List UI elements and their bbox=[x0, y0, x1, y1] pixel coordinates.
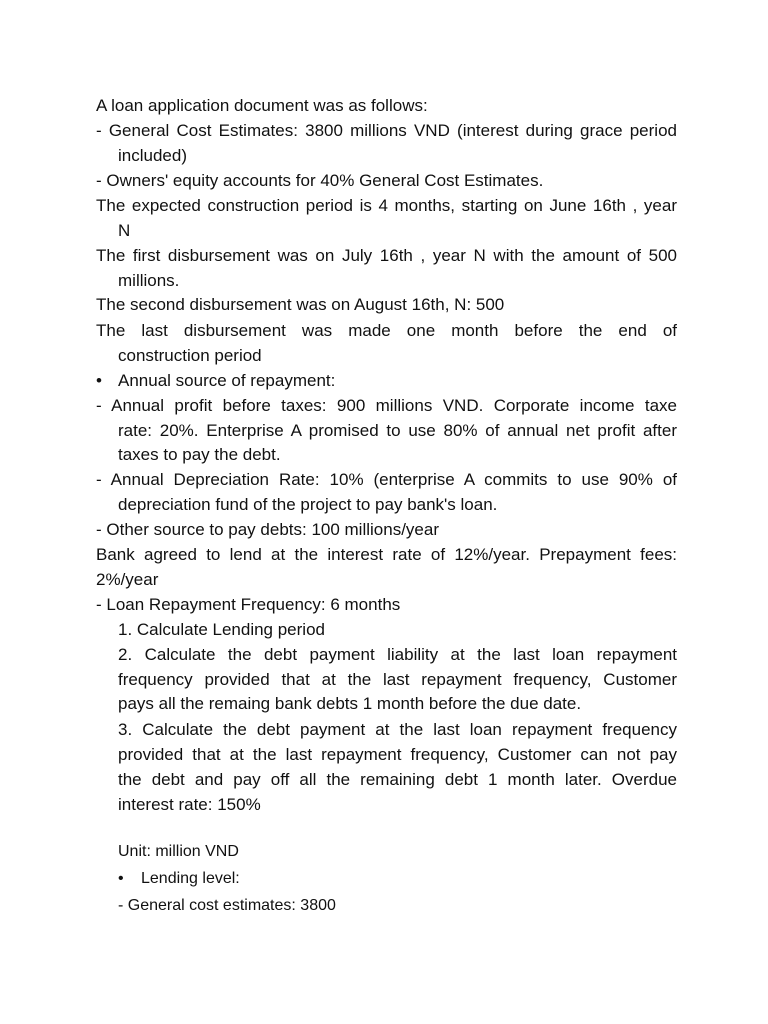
text-line: The second disbursement was on August 16th, N: 500 bbox=[96, 295, 505, 314]
text-line: pays all the remaing bank debts 1 month before the due date. bbox=[118, 694, 582, 713]
text-line: The first disbursement was on July 16th , year N with the amount of 500 bbox=[96, 246, 677, 265]
text-line: 2. Calculate the debt payment liability at the last loan repayment bbox=[118, 645, 677, 664]
text-line: construction period bbox=[118, 346, 262, 365]
bullet-marker: • bbox=[96, 371, 102, 390]
text-line: The last disbursement was made one month before the end of bbox=[96, 321, 677, 340]
text-line: provided that at the last repayment frequency, Customer can not pay bbox=[118, 745, 677, 764]
bullet-marker: • bbox=[118, 870, 124, 887]
text-line: Bank agreed to lend at the interest rate of 12%/year. Prepayment fees: bbox=[96, 545, 677, 564]
text-line: 3. Calculate the debt payment at the last loan repayment frequency bbox=[118, 720, 677, 739]
text-line: 2%/year bbox=[96, 570, 159, 589]
text-line: The expected construction period is 4 months, starting on June 16th , year bbox=[96, 196, 677, 215]
text-line: Annual source of repayment: bbox=[118, 371, 336, 390]
text-line: - Loan Repayment Frequency: 6 months bbox=[96, 595, 401, 614]
text-line: the debt and pay off all the remaining debt 1 month later. Overdue bbox=[118, 770, 677, 789]
text-line: frequency provided that at the last repayment frequency, Customer bbox=[118, 670, 677, 689]
text-line: - Other source to pay debts: 100 millions/year bbox=[96, 520, 439, 539]
text-line: taxes to pay the debt. bbox=[118, 445, 281, 464]
text-line: depreciation fund of the project to pay bank's loan. bbox=[118, 495, 498, 514]
text-line: - Annual profit before taxes: 900 millions VND. Corporate income taxe bbox=[96, 396, 677, 415]
text-line: Unit: million VND bbox=[118, 843, 239, 860]
text-line: interest rate: 150% bbox=[118, 795, 261, 814]
text-line: - General Cost Estimates: 3800 millions VND (interest during grace period bbox=[96, 121, 677, 140]
text-line: 1. Calculate Lending period bbox=[118, 620, 325, 639]
text-line: millions. bbox=[118, 271, 180, 290]
text-line: Lending level: bbox=[141, 870, 240, 887]
text-line: rate: 20%. Enterprise A promised to use 80% of annual net profit after bbox=[118, 421, 677, 440]
text-line: - General cost estimates: 3800 bbox=[118, 897, 336, 914]
text-line: A loan application document was as follows: bbox=[96, 96, 428, 115]
text-line: - Annual Depreciation Rate: 10% (enterprise A commits to use 90% of bbox=[96, 470, 677, 489]
text-line: N bbox=[118, 221, 131, 240]
text-line: - Owners' equity accounts for 40% General Cost Estimates. bbox=[96, 171, 544, 190]
text-line: included) bbox=[118, 146, 187, 165]
